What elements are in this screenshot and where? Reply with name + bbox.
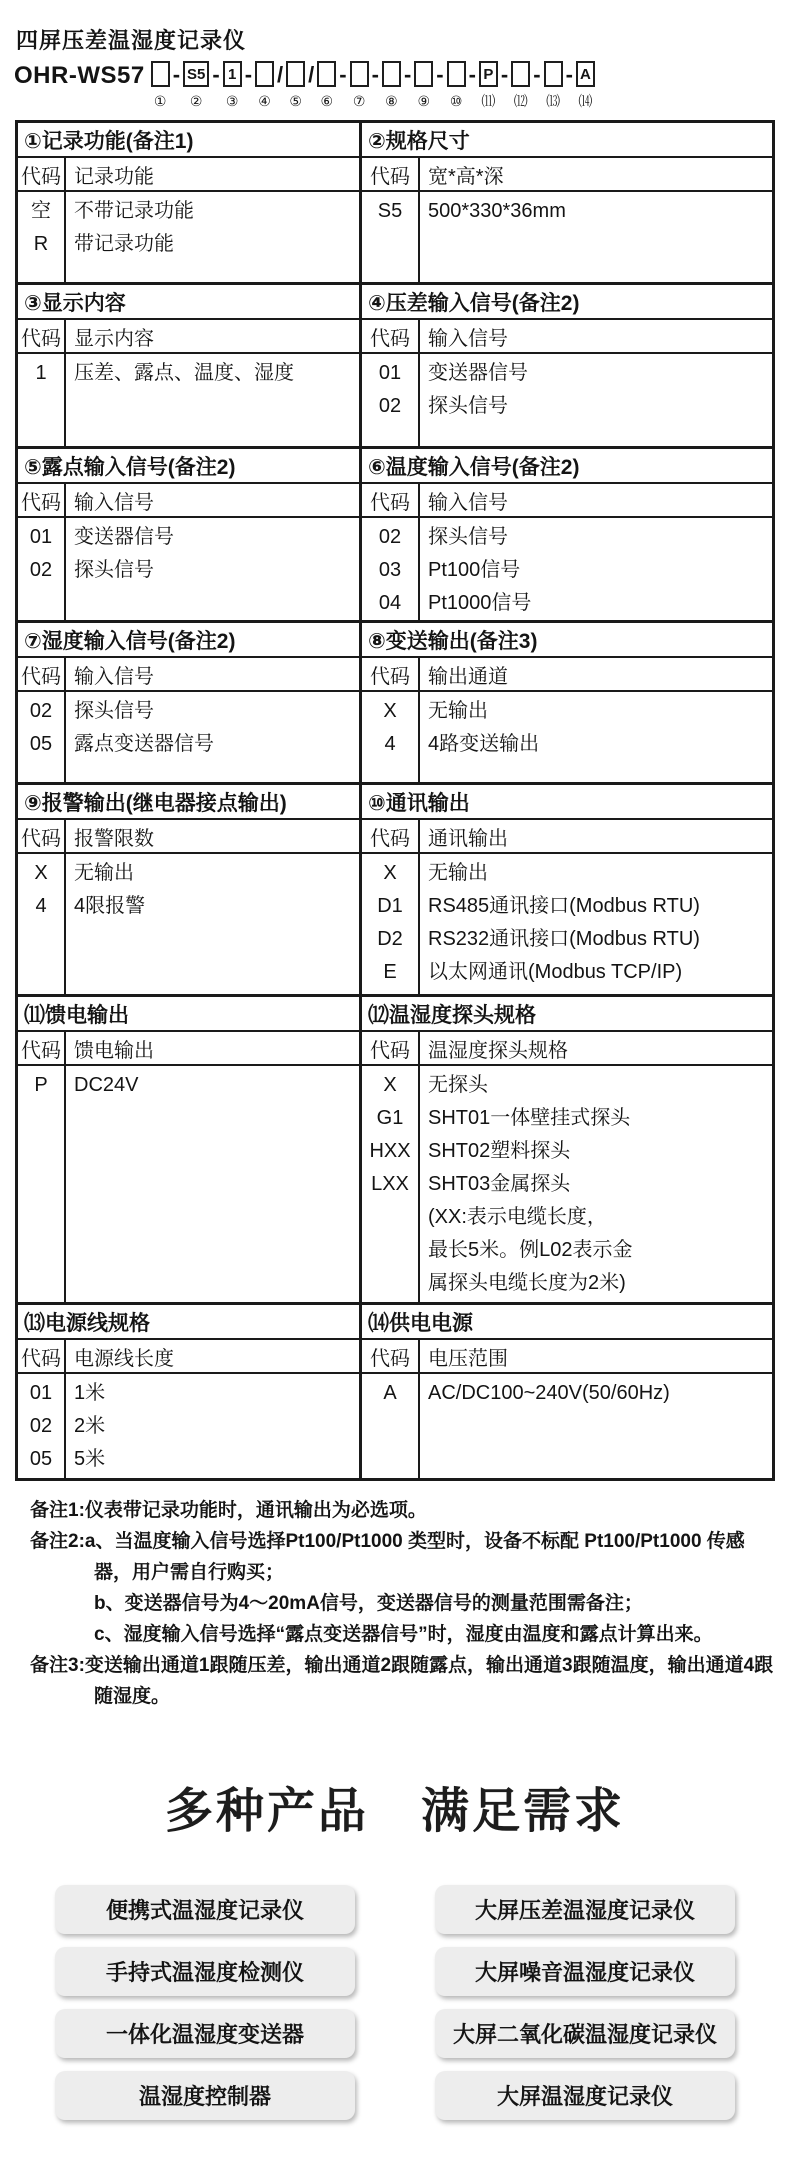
desc-column <box>420 692 772 782</box>
code-position-label: ⑿ <box>513 93 528 109</box>
section-title: ①记录功能(备注1) <box>18 123 359 158</box>
code-column <box>18 192 66 282</box>
code-separator: - <box>371 62 379 87</box>
section-title: ⒁供电电源 <box>362 1305 772 1340</box>
code-column <box>18 854 66 994</box>
code-column <box>362 518 420 620</box>
section-title: ④压差输入信号(备注2) <box>362 285 772 320</box>
code-cell: R <box>33 233 49 255</box>
model-code <box>14 61 790 108</box>
code-separator: - <box>403 62 412 87</box>
product-button-integrated-transmitter[interactable]: 一体化温湿度变送器 <box>55 2009 355 2058</box>
code-column <box>362 854 420 994</box>
desc-column <box>66 192 359 282</box>
code-separator: - <box>565 62 573 87</box>
desc-cell: 压差、露点、温度、湿度 <box>74 362 294 384</box>
product-button-handheld-detector[interactable]: 手持式温湿度检测仪 <box>55 1947 355 1996</box>
spec-section-pair-7 <box>18 1302 772 1478</box>
model-code-box-6 <box>317 61 336 87</box>
code-position-label: ② <box>189 93 203 109</box>
value-header-cell: 记录功能 <box>74 165 154 188</box>
spec-section-pair-3 <box>18 446 772 620</box>
code-position-label: ⑨ <box>417 93 431 109</box>
desc-column <box>66 1374 359 1478</box>
code-position-label: ⑤ <box>289 93 302 109</box>
code-position-label: ③ <box>225 93 239 109</box>
code-header-cell: 代码 <box>362 484 420 516</box>
model-code-box-5 <box>286 61 305 87</box>
product-button-portable-recorder[interactable]: 便携式温湿度记录仪 <box>55 1885 355 1934</box>
model-code-box-9 <box>414 61 433 87</box>
code-cell: S5 <box>377 200 403 222</box>
desc-cell: 探头信号 <box>428 395 508 417</box>
code-cell: 05 <box>29 733 53 755</box>
model-code-box-3: 1 <box>223 61 242 87</box>
desc-column <box>66 1066 359 1302</box>
code-header-cell: 代码 <box>18 1340 66 1372</box>
code-column <box>362 1374 420 1478</box>
products-heading-left: 多种产品 <box>164 1785 369 1838</box>
desc-cell: Pt100信号 <box>428 559 521 581</box>
code-separator: - <box>533 62 541 87</box>
spec-section-pair-1 <box>18 123 772 282</box>
code-separator: - <box>244 62 253 87</box>
desc-cell: RS485通讯接口(Modbus RTU) <box>428 895 700 917</box>
code-cell: 01 <box>29 1382 53 1404</box>
desc-column <box>66 854 359 994</box>
code-cell: 4 <box>35 895 47 917</box>
desc-cell: 最长5米。例L02表示金 <box>428 1239 633 1261</box>
code-column <box>18 354 66 446</box>
code-header-cell: 代码 <box>18 1032 66 1064</box>
section-title: ⑾馈电输出 <box>18 997 359 1032</box>
code-separator: / <box>308 62 315 87</box>
code-column <box>18 1374 66 1478</box>
desc-cell: SHT01一体壁挂式探头 <box>428 1107 631 1129</box>
code-position-label: ⑧ <box>385 93 398 109</box>
code-cell: HXX <box>369 1140 411 1162</box>
section-title: ②规格尺寸 <box>362 123 772 158</box>
code-cell: A <box>383 1382 397 1404</box>
desc-cell: 无输出 <box>428 700 488 722</box>
value-header-cell: 宽*高*深 <box>428 165 504 188</box>
code-cell: 02 <box>378 526 402 548</box>
model-code-box-11: P <box>479 61 498 87</box>
code-cell: 05 <box>29 1448 53 1470</box>
desc-cell: 无输出 <box>428 862 488 884</box>
desc-column <box>420 354 772 446</box>
code-separator: - <box>500 62 509 87</box>
code-position-label: ⑾ <box>481 93 496 109</box>
code-separator: - <box>172 62 181 87</box>
code-cell: X <box>383 700 397 722</box>
desc-cell: 变送器信号 <box>428 362 528 384</box>
model-code-box-8 <box>382 61 401 87</box>
section-title: ⑿温湿度探头规格 <box>362 997 772 1032</box>
note-3: 备注3:变送输出通道1跟随压差，输出通道2跟随露点，输出通道3跟随温度，输出通道4跟随湿度。 <box>30 1655 774 1707</box>
model-code-box-10 <box>447 61 466 87</box>
code-cell: P <box>34 1074 48 1096</box>
desc-cell: 探头信号 <box>428 526 508 548</box>
code-header-cell: 代码 <box>18 820 66 852</box>
desc-cell: 变送器信号 <box>74 526 174 548</box>
value-header-cell: 温湿度探头规格 <box>428 1039 568 1062</box>
code-position-label: ⒁ <box>578 93 593 109</box>
code-cell: 空 <box>31 200 51 222</box>
code-position-label: ⒀ <box>546 93 561 109</box>
code-cell: 01 <box>378 362 402 384</box>
code-header-cell: 代码 <box>18 658 66 690</box>
model-code-box-4 <box>255 61 274 87</box>
model-code-box-7 <box>350 61 369 87</box>
desc-column <box>420 1374 772 1478</box>
model-code-prefix: OHR-WS57 <box>14 62 145 89</box>
model-code-box-1 <box>151 61 170 87</box>
section-title: ⑥温度输入信号(备注2) <box>362 449 772 484</box>
code-cell: X <box>383 862 397 884</box>
spec-table <box>15 120 775 1481</box>
code-cell: E <box>383 961 397 983</box>
note-2c: c、湿度输入信号选择“露点变送器信号”时，湿度由温度和露点计算出来。 <box>94 1624 713 1645</box>
spec-section-pair-2 <box>18 282 772 446</box>
desc-column <box>66 354 359 446</box>
code-header-cell: 代码 <box>18 158 66 190</box>
products-section <box>0 1772 790 2120</box>
code-column <box>18 1066 66 1302</box>
section-title: ③显示内容 <box>18 285 359 320</box>
value-header-cell: 输入信号 <box>74 491 154 514</box>
note-2b: b、变送器信号为4～20mA信号，变送器信号的测量范围需备注； <box>94 1593 643 1614</box>
code-column <box>18 518 66 620</box>
desc-cell: 露点变送器信号 <box>74 733 214 755</box>
code-cell: X <box>383 1074 397 1096</box>
desc-column <box>420 192 772 282</box>
model-code-box-2: S5 <box>183 61 209 87</box>
note-2a: 备注2:a、当温度输入信号选择Pt100/Pt1000 类型时，设备不标配 Pt100/Pt1000 传感器，用户需自行购买； <box>30 1531 745 1583</box>
desc-column <box>420 854 772 994</box>
model-code-box-12 <box>511 61 530 87</box>
code-position-label: ⑥ <box>320 93 334 109</box>
desc-cell: AC/DC100~240V(50/60Hz) <box>428 1382 670 1404</box>
section-title: ⑧变送输出(备注3) <box>362 623 772 658</box>
value-header-cell: 输入信号 <box>428 327 508 350</box>
desc-cell: SHT03金属探头 <box>428 1173 571 1195</box>
code-header-cell: 代码 <box>362 658 420 690</box>
desc-cell: 500*330*36mm <box>428 200 566 222</box>
desc-cell: 2米 <box>74 1415 106 1437</box>
spec-section-pair-5 <box>18 782 772 994</box>
desc-cell: 探头信号 <box>74 559 154 581</box>
desc-column <box>420 518 772 620</box>
code-position-label: ④ <box>258 93 271 109</box>
code-header-cell: 代码 <box>362 820 420 852</box>
code-separator: - <box>468 62 476 87</box>
code-cell: 03 <box>378 559 402 581</box>
code-header-cell: 代码 <box>362 1340 420 1372</box>
desc-cell: 4路变送输出 <box>428 733 540 755</box>
desc-cell: 4限报警 <box>74 895 146 917</box>
spec-section-pair-6 <box>18 994 772 1302</box>
code-cell: LXX <box>371 1173 409 1195</box>
note-1: 备注1:仪表带记录功能时，通讯输出为必选项。 <box>30 1500 427 1521</box>
model-code-box-14: A <box>576 61 595 87</box>
product-button-humidity-controller[interactable]: 温湿度控制器 <box>55 2071 355 2120</box>
value-header-cell: 通讯输出 <box>428 827 508 850</box>
value-header-cell: 输入信号 <box>428 491 508 514</box>
products-heading <box>0 1772 790 1841</box>
code-column <box>18 692 66 782</box>
desc-cell: 带记录功能 <box>74 233 174 255</box>
value-header-cell: 电压范围 <box>428 1347 508 1370</box>
value-header-cell: 输出通道 <box>428 665 508 688</box>
desc-cell: (XX:表示电缆长度， <box>428 1206 607 1228</box>
code-separator: / <box>277 62 284 87</box>
product-button-bigscreen-noise-recorder[interactable]: 大屏噪音温湿度记录仪 <box>435 1947 735 1996</box>
code-cell: G1 <box>376 1107 404 1129</box>
value-header-cell: 报警限数 <box>74 827 154 850</box>
code-position-label: ① <box>153 93 167 109</box>
section-title: ⑨报警输出(继电器接点输出) <box>18 785 359 820</box>
code-header-cell: 代码 <box>362 320 420 352</box>
code-separator: - <box>212 62 220 87</box>
desc-cell: Pt1000信号 <box>428 592 532 614</box>
desc-column <box>420 1066 772 1302</box>
code-position-label: ⑩ <box>449 93 463 109</box>
value-header-cell: 显示内容 <box>74 327 154 350</box>
code-cell: 4 <box>384 733 396 755</box>
desc-column <box>66 692 359 782</box>
value-header-cell: 电源线长度 <box>74 1347 174 1370</box>
code-cell: 02 <box>29 700 53 722</box>
desc-cell: SHT02塑料探头 <box>428 1140 571 1162</box>
products-column-left <box>55 1885 355 2120</box>
product-button-bigscreen-recorder[interactable]: 大屏温湿度记录仪 <box>435 2071 735 2120</box>
code-cell: D2 <box>377 928 403 950</box>
products-column-right <box>435 1885 735 2120</box>
model-code-box-13 <box>544 61 563 87</box>
value-header-cell: 馈电输出 <box>74 1039 154 1062</box>
code-separator: - <box>339 62 347 87</box>
code-header-cell: 代码 <box>362 158 420 190</box>
spec-section-pair-4 <box>18 620 772 782</box>
section-title: ⑩通讯输出 <box>362 785 772 820</box>
desc-cell: 无输出 <box>74 862 134 884</box>
value-header-cell: 输入信号 <box>74 665 154 688</box>
code-cell: 1 <box>35 362 47 384</box>
desc-column <box>66 518 359 620</box>
code-column <box>362 192 420 282</box>
desc-cell: 无探头 <box>428 1074 488 1096</box>
desc-cell: DC24V <box>74 1074 139 1096</box>
page-title: 四屏压差温湿度记录仪 <box>16 28 247 53</box>
code-position-label: ⑦ <box>352 93 366 109</box>
desc-cell: 属探头电缆长度为2米) <box>428 1272 626 1294</box>
section-title: ⒀电源线规格 <box>18 1305 359 1340</box>
notes <box>30 1495 774 1712</box>
product-button-bigscreen-co2-recorder[interactable]: 大屏二氧化碳温湿度记录仪 <box>435 2009 735 2058</box>
code-header-cell: 代码 <box>362 1032 420 1064</box>
code-cell: 01 <box>29 526 53 548</box>
desc-cell: 探头信号 <box>74 700 154 722</box>
code-header-cell: 代码 <box>18 484 66 516</box>
section-title: ⑦湿度输入信号(备注2) <box>18 623 359 658</box>
code-cell: X <box>34 862 48 884</box>
code-cell: D1 <box>377 895 403 917</box>
desc-cell: 以太网通讯(Modbus TCP/IP) <box>428 961 683 983</box>
code-header-cell: 代码 <box>18 320 66 352</box>
code-separator: - <box>436 62 444 87</box>
desc-cell: RS232通讯接口(Modbus RTU) <box>428 928 700 950</box>
code-cell: 02 <box>29 559 53 581</box>
code-cell: 04 <box>378 592 402 614</box>
section-title: ⑤露点输入信号(备注2) <box>18 449 359 484</box>
products-heading-right: 满足需求 <box>421 1785 626 1838</box>
desc-cell: 不带记录功能 <box>74 200 194 222</box>
product-button-bigscreen-pressure-recorder[interactable]: 大屏压差温湿度记录仪 <box>435 1885 735 1934</box>
code-cell: 02 <box>29 1415 53 1437</box>
desc-cell: 1米 <box>74 1382 106 1404</box>
code-cell: 02 <box>378 395 402 417</box>
code-column <box>362 354 420 446</box>
desc-cell: 5米 <box>74 1448 106 1470</box>
code-column <box>362 1066 420 1302</box>
code-column <box>362 692 420 782</box>
